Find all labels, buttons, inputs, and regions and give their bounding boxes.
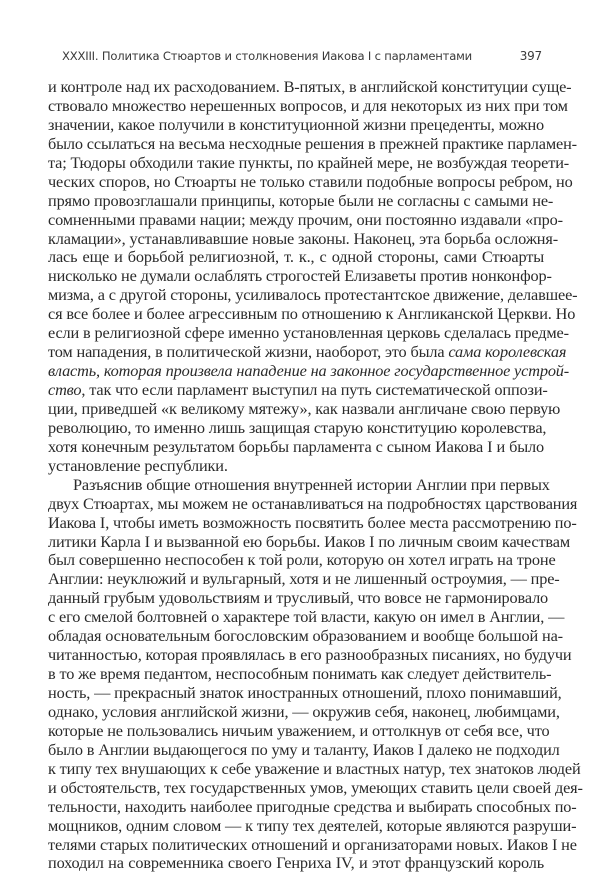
text-line [48, 380, 548, 400]
text-line: мизма, а с другой стороны, усиливалось протестантское движение, делавшее- [48, 285, 578, 305]
text-line: было ссылаться на весьма несходные решения в прежней практике парламен- [48, 133, 577, 153]
text-line: Англии: неуклюжий и вульгарный, хотя и не лишенный остроумия, — пре- [48, 569, 560, 589]
text-line: тельности, находить наиболее пригодные средства и выбирать способных по- [48, 796, 577, 816]
text-line: прямо провозглашали принципы, которые были не согласны с самыми не- [48, 190, 554, 210]
text-line: та; Тюдоры обходили такие пункты, по крайней мере, не возбуждая теорети- [48, 152, 570, 172]
text-line: походил на современника своего Генриха IV, и этот французский король [48, 853, 544, 873]
text-line: кламации», устанавливавшие новые законы. Наконец, эта борьба осложня- [48, 228, 558, 248]
text-line: значении, какое получили в конституционной жизни прецеденты, можно [48, 114, 544, 134]
body-text [48, 77, 583, 873]
text-line: установление республики. [48, 455, 228, 475]
emphasis-text: ство [48, 380, 82, 399]
emphasis-text: власть, которая произвела нападение на законное государственное устрой- [48, 361, 570, 381]
text-line: лась еще и борьбой религиозной, т. к., с одной стороны, сами Стюарты [48, 247, 544, 267]
text-line: и контроле над их расходованием. В-пятых, в английской конституции суще- [48, 77, 572, 96]
text-line: однако, условия английской жизни, — окружив себя, наконец, любимцами, [48, 701, 560, 721]
text-line: нисколько не думали ослаблять строгостей Елизаветы против нонконфор- [48, 266, 552, 286]
text-line: обладая основательным богословским образованием и вообще большой на- [48, 626, 563, 646]
text-line: ции, приведшей «к великому мятежу», как назвали англичане свою первую [48, 398, 561, 418]
text-line: в то же время педантом, неспособным понимать как следует действитель- [48, 664, 552, 684]
text-line [48, 342, 567, 362]
text-line: ность, — прекрасный знаток иностранных отношений, плохо понимавший, [48, 683, 562, 702]
paragraph-2 [48, 474, 583, 874]
text-line: если в религиозной сфере именно установленная церковь сделалась предме- [48, 323, 569, 343]
text-line: к типу тех внушающих к себе уважение и властных натур, тех знатоков людей [48, 758, 581, 778]
text-line: читанностью, которая проявлялась в его разнообразных писаниях, но будучи [48, 645, 572, 665]
text-run: , так что если парламент выступил на путь систематической оппози- [81, 380, 548, 399]
paragraph-1 [48, 77, 578, 476]
text-line: и обстоятельств, тех государственных умов, умеющих ставить цели своей дея- [48, 777, 583, 797]
text-line: с его смелой болтовней о характере той власти, какую он имел в Англии, — [48, 607, 565, 627]
running-header [62, 49, 542, 67]
text-line: было в Англии выдающегося по уму и таланту, Иаков I далеко не подходил [48, 739, 560, 759]
text-line: ствовало множество нерешенных вопросов, и для некоторых из них при том [48, 95, 568, 115]
text-line [48, 361, 570, 381]
text-line: двух Стюартах, мы можем не останавливаться на подробностях царствования [48, 493, 578, 513]
text-line: был совершенно неспособен к той роли, которую он хотел играть на троне [48, 550, 556, 570]
text-run: том нападения, в политической жизни, наоборот, это была [48, 342, 449, 362]
text-line: ческих споров, но Стюарты не только ставили подобные вопросы ребром, но [48, 171, 573, 191]
text-line: Иакова I, чтобы иметь возможность посвятить более места рассмотрению по- [48, 512, 577, 532]
text-line: революцию, то именно лишь защищая старую конституцию королевства, [48, 417, 547, 437]
text-line: данный грубым удовольствиям и трусливый, что вовсе не гармонировало [48, 588, 549, 608]
text-line: телями старых политических отношений и организаторами новых. Иаков I не [48, 834, 577, 854]
page-number: 397 [519, 49, 542, 63]
text-line: сомненными правами нации; между прочим, они постоянно издавали «про- [48, 209, 563, 229]
running-title: XXXIII. Политика Стюартов и столкновения Иакова I с парламентами [62, 49, 473, 63]
text-line: литики Карла I и вызванной ею борьбы. Иаков I по личным своим качествам [48, 531, 570, 551]
emphasis-text: сама королевская [448, 342, 567, 362]
text-line: которые не пользовались ничьим уважением, и оттолкнув от себя все, что [48, 720, 550, 740]
text-line: ся все более и более агрессивным по отношению к Англиканской Церкви. Но [48, 304, 576, 324]
text-line: мощников, одним словом — к типу тех деятелей, которые являются разруши- [48, 815, 577, 835]
text-line: Разъяснив общие отношения внутренней истории Англии при первых [73, 474, 550, 494]
text-line: хотя конечным результатом борьбы парламента с сыном Иакова I и было [48, 436, 544, 456]
